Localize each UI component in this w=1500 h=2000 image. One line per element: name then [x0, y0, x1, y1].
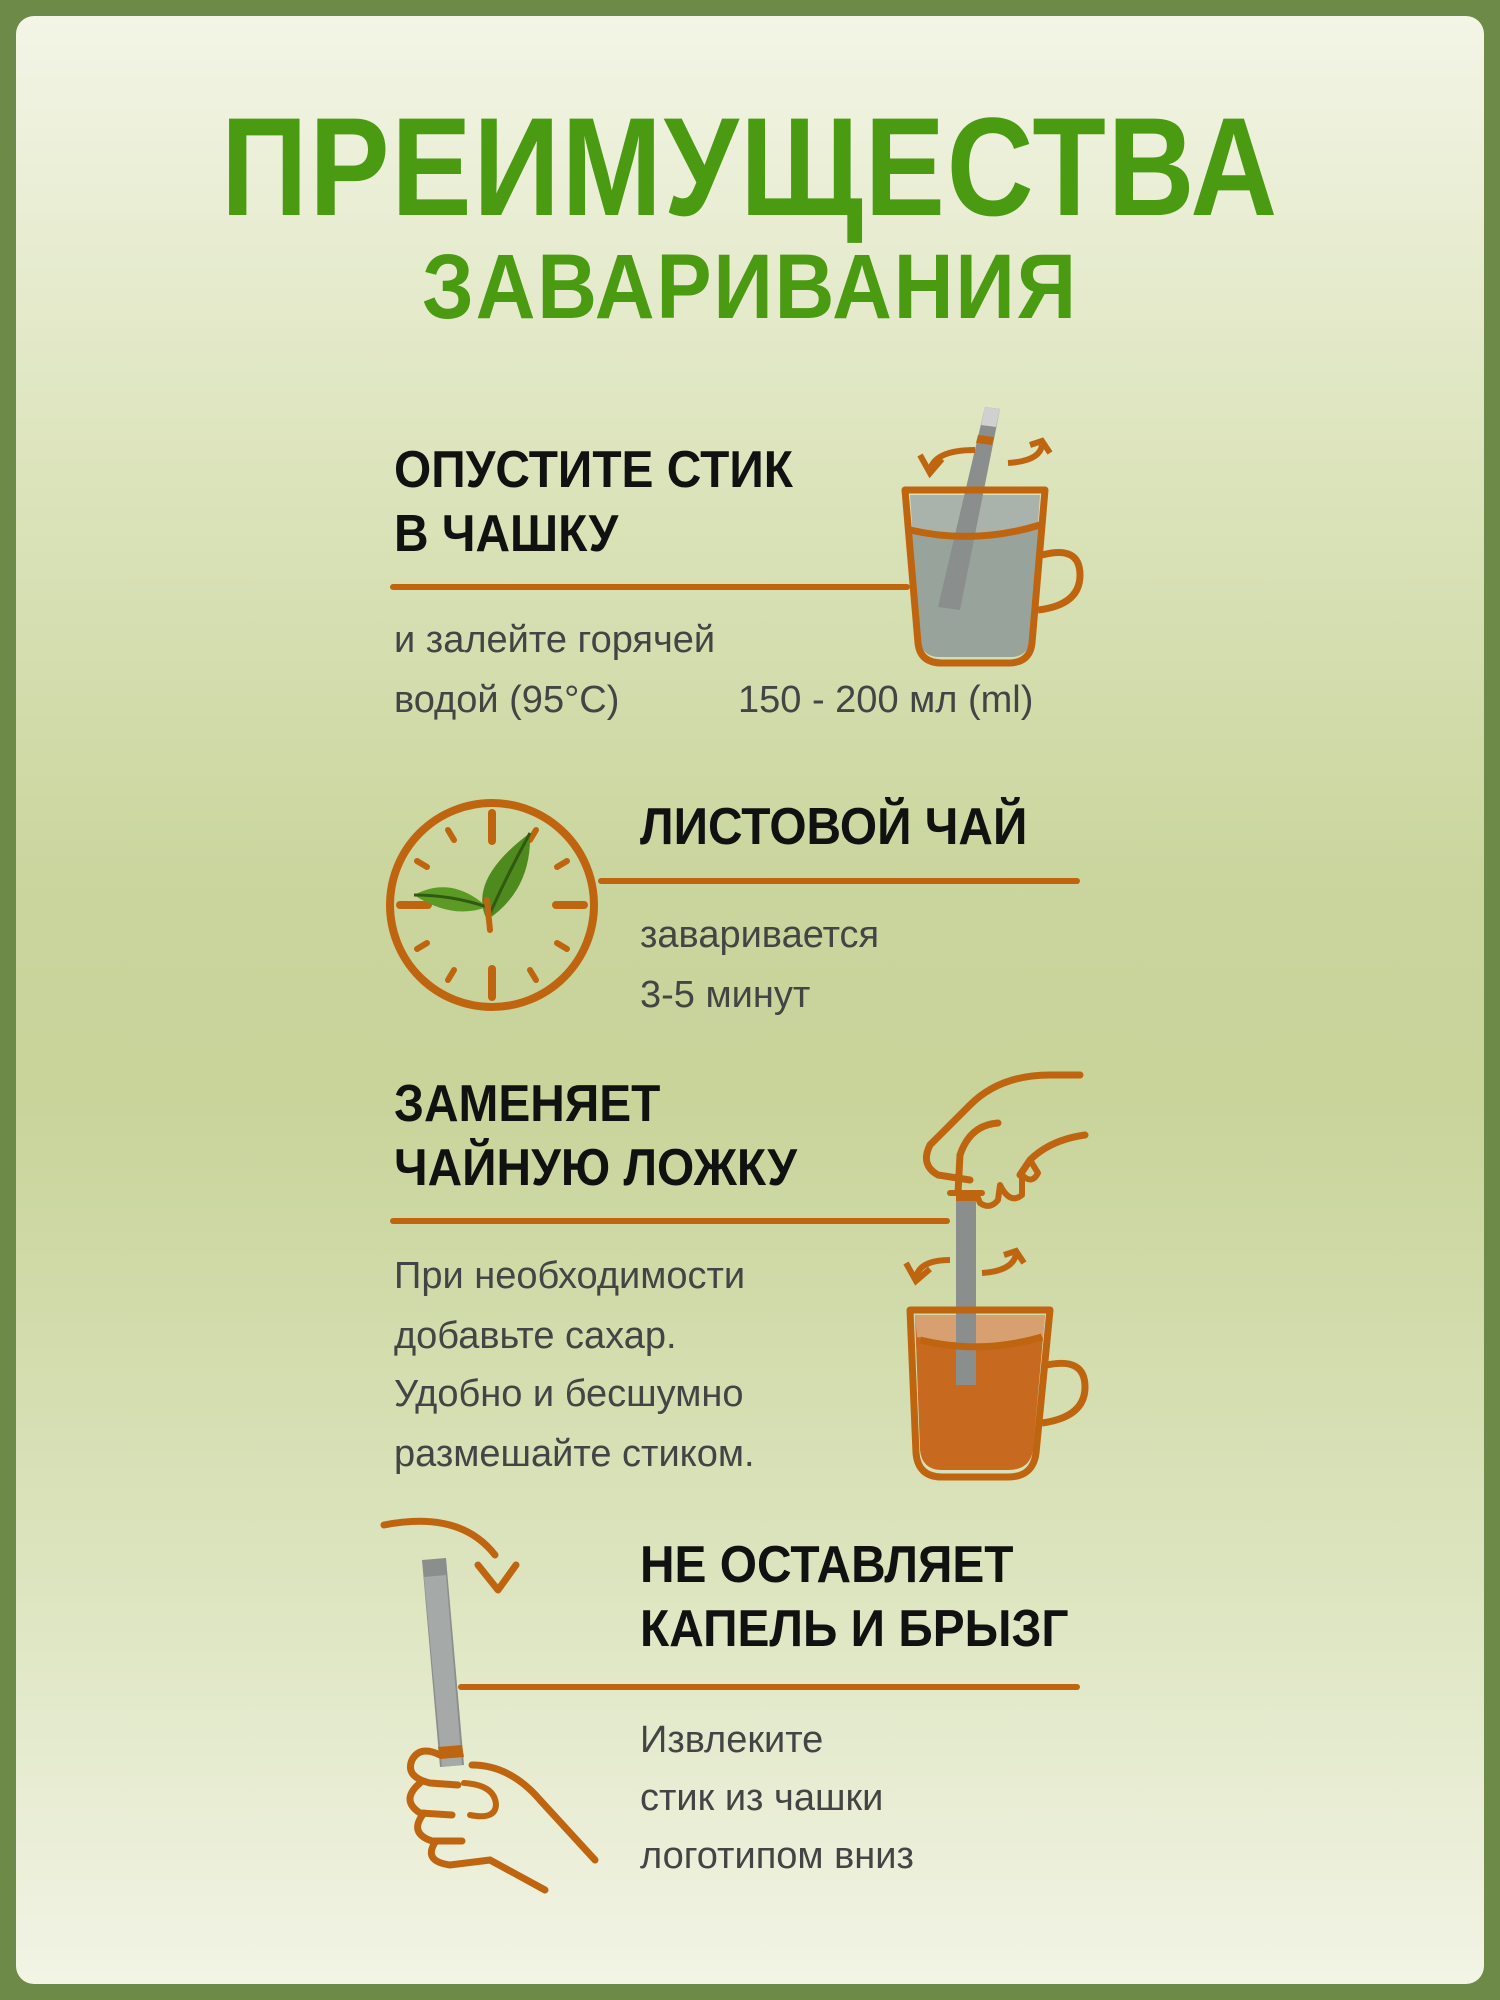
step-4-divider	[458, 1684, 1080, 1690]
step-2-text-line2: 3-5 минут	[640, 974, 811, 1016]
step-2-divider	[598, 878, 1080, 884]
step-1-heading-line1: ОПУСТИТЕ СТИК	[394, 441, 793, 499]
hand-holding-stick-icon	[380, 1515, 610, 1895]
step-3-text-line2: добавьте сахар.	[394, 1315, 677, 1357]
step-3-text-line4: размешайте стиком.	[394, 1433, 755, 1475]
step-3-text-line1: При необходимости	[394, 1255, 746, 1297]
step-4-heading-line2: КАПЕЛЬ И БРЫЗГ	[640, 1600, 1069, 1658]
step-2-heading: ЛИСТОВОЙ ЧАЙ	[640, 798, 1028, 856]
step-3-heading-line2: ЧАЙНУЮ ЛОЖКУ	[394, 1139, 798, 1197]
cup-with-stick-icon	[880, 395, 1080, 675]
step-4-text-line3: логотипом вниз	[640, 1835, 914, 1877]
hand-stirring-cup-icon	[880, 1065, 1090, 1485]
step-3-heading-line1: ЗАМЕНЯЕТ	[394, 1075, 661, 1133]
step-2-text-line1: заваривается	[640, 914, 880, 956]
page-title: ПРЕИМУЩЕСТВА	[221, 88, 1279, 245]
step-1-text-temperature: водой (95°С)	[394, 679, 620, 721]
step-4-text-line1: Извлеките	[640, 1719, 824, 1761]
page-subtitle: ЗАВАРИВАНИЯ	[422, 236, 1078, 338]
step-1-divider	[390, 584, 910, 590]
clock-leaf-icon	[382, 795, 602, 1015]
step-1-text-line1: и залейте горячей	[394, 619, 716, 661]
step-1-text-volume: 150 - 200 мл (ml)	[738, 679, 1034, 721]
step-1-heading-line2: В ЧАШКУ	[394, 505, 619, 563]
step-4-text-line2: стик из чашки	[640, 1777, 884, 1819]
step-3-divider	[390, 1218, 950, 1224]
step-4-heading-line1: НЕ ОСТАВЛЯЕТ	[640, 1536, 1014, 1594]
step-3-text-line3: Удобно и бесшумно	[394, 1373, 744, 1415]
